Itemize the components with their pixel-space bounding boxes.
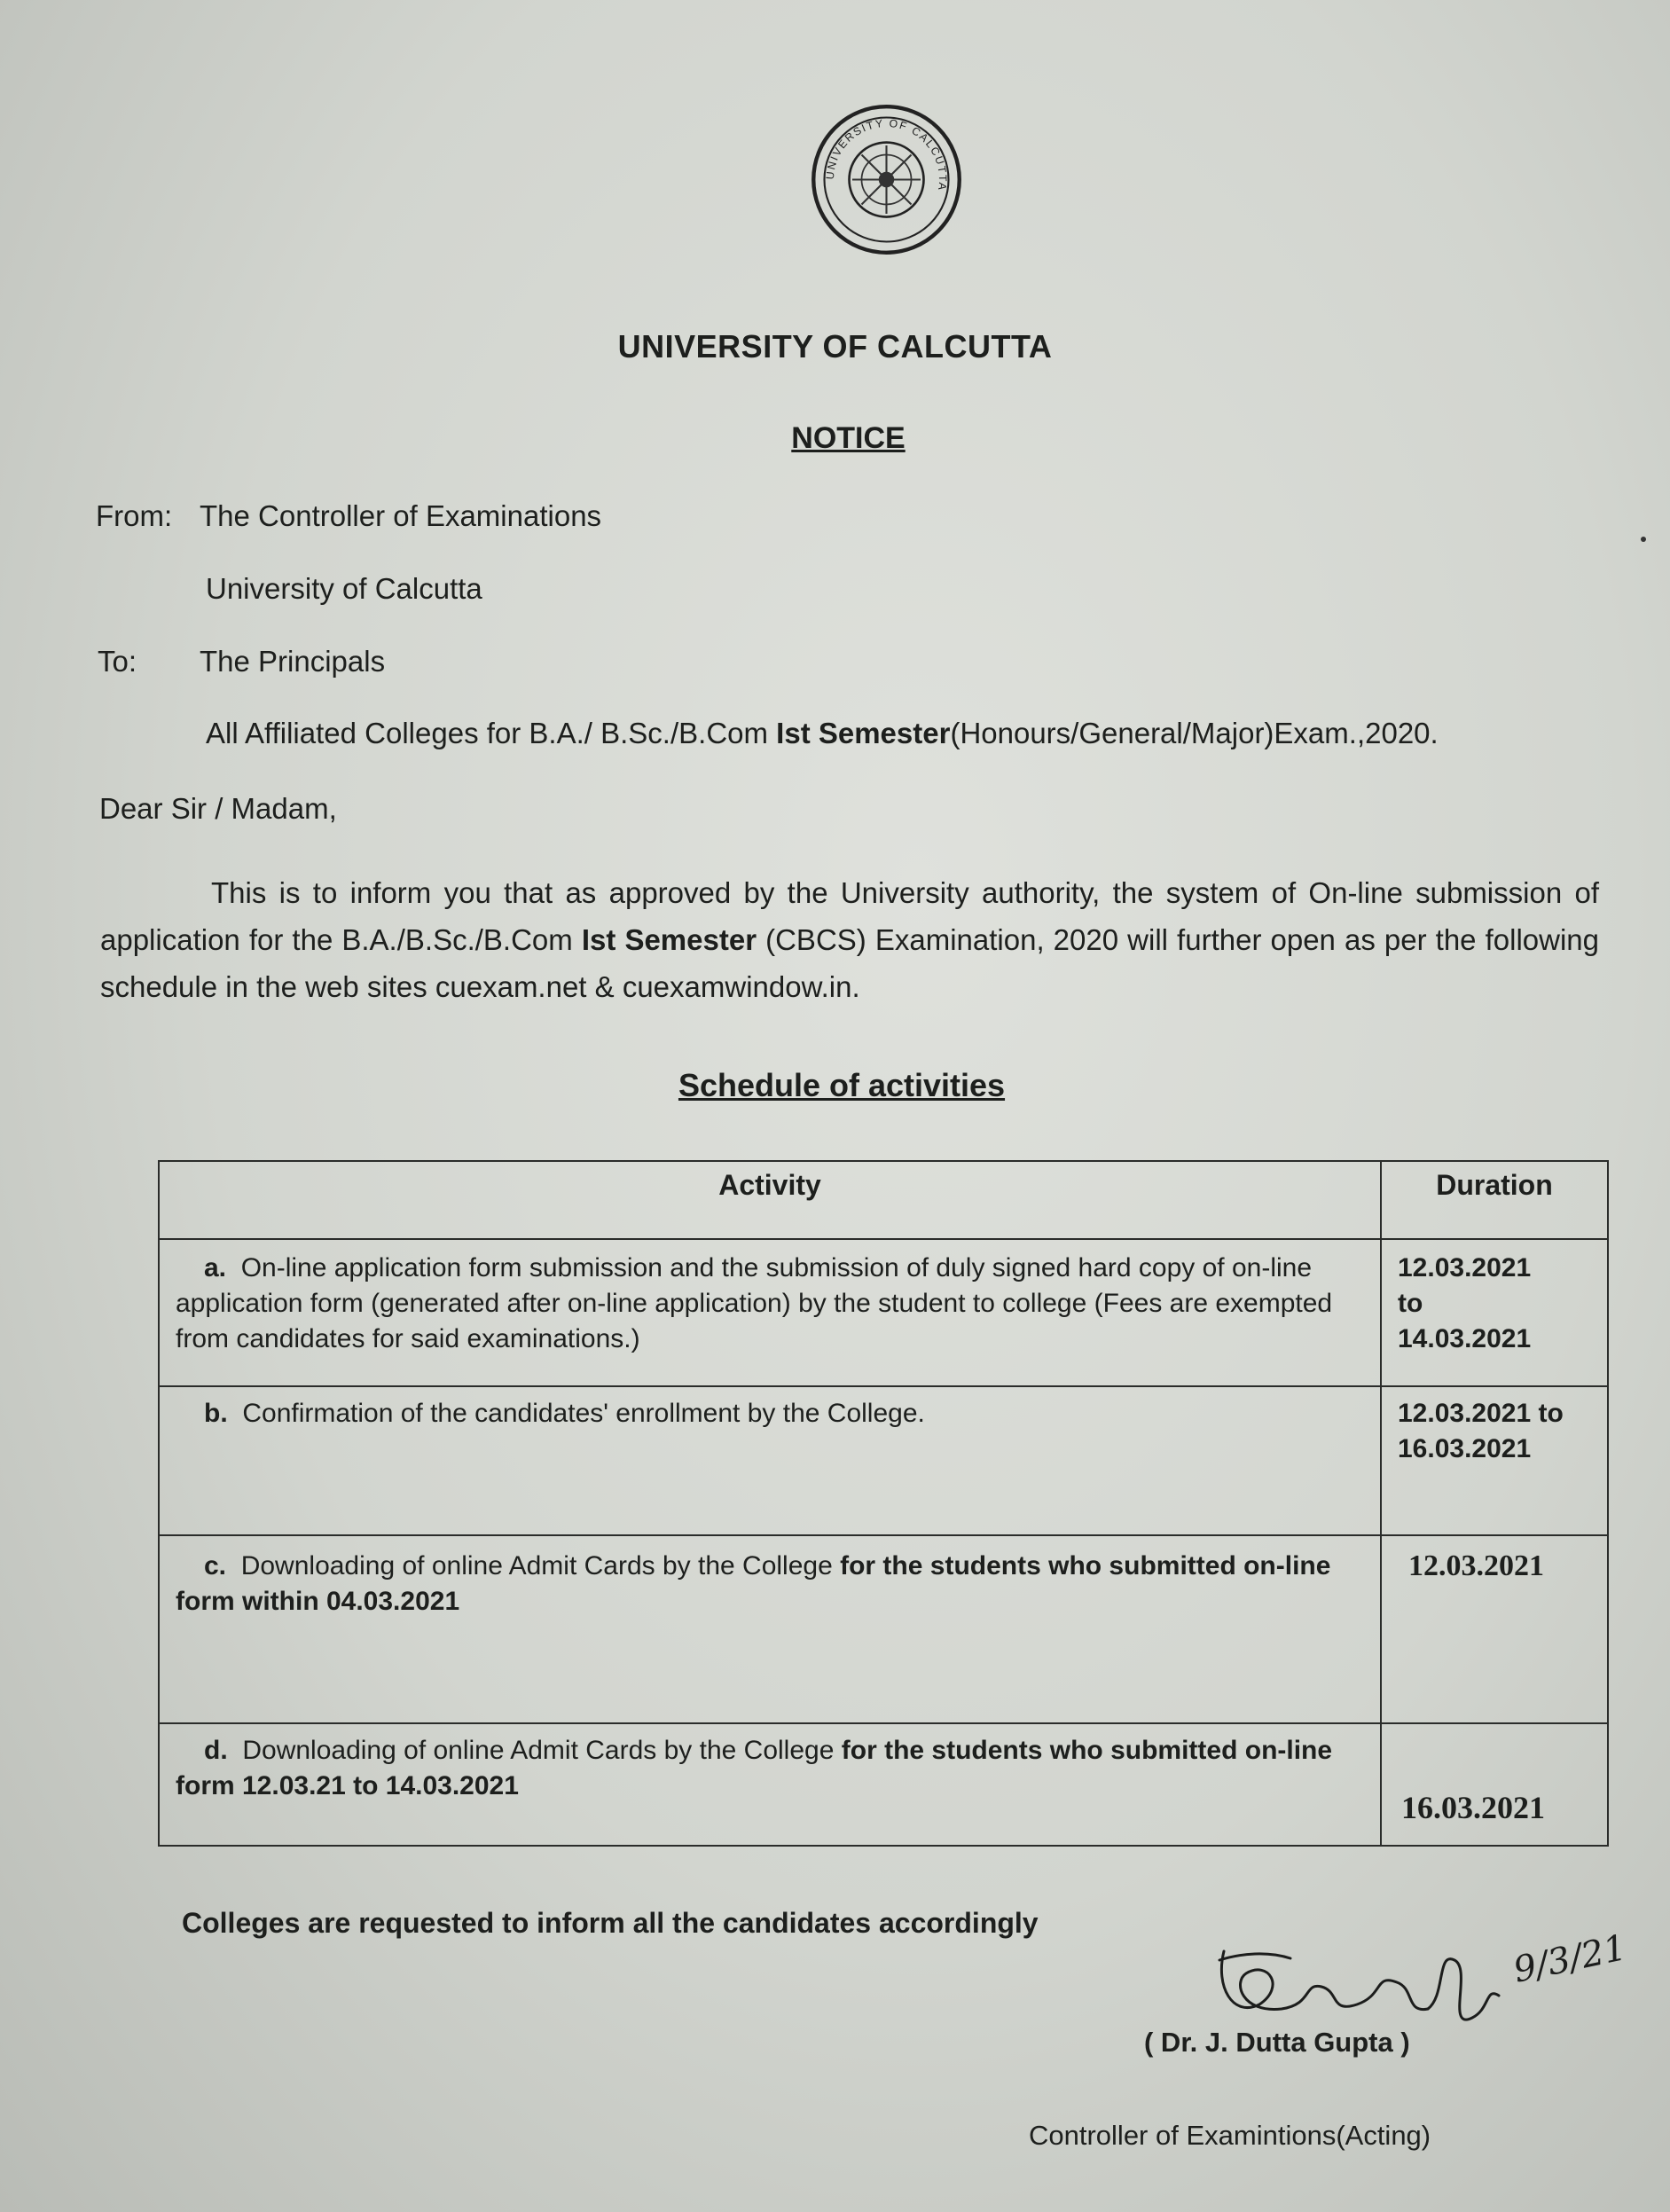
activity-text: On-line application form submission and the submission of duly signed hard copy of on-line application form (generated after on-line application) by the student to college (Fees are exempted from candidates for said examinations.) — [176, 1253, 1333, 1353]
row-letter: a. — [204, 1253, 227, 1282]
to-line-2-bold: Ist Semester — [776, 717, 951, 749]
schedule-table — [158, 1160, 1609, 1847]
signatory-name: ( Dr. J. Dutta Gupta ) — [1144, 2027, 1410, 2058]
from-line-1: The Controller of Examinations — [200, 499, 602, 532]
to-line-2-pre: All Affiliated Colleges for B.A./ B.Sc./B.Com — [206, 717, 777, 749]
table-row — [159, 1723, 1608, 1846]
row-letter: d. — [204, 1736, 228, 1765]
duration-cell: 12.03.2021 to 14.03.2021 — [1381, 1239, 1608, 1386]
activity-bold-text: for the students who submitted on-line form within 04.03.2021 — [176, 1551, 1331, 1616]
row-letter: c. — [204, 1551, 227, 1581]
activity-cell — [159, 1386, 1381, 1535]
table-row — [159, 1386, 1608, 1535]
to-line-2-post: (Honours/General/Major)Exam.,2020. — [950, 717, 1439, 749]
salutation: Dear Sir / Madam, — [99, 792, 337, 825]
activity-cell — [159, 1723, 1381, 1846]
university-title: UNIVERSITY OF CALCUTTA — [617, 328, 1053, 365]
to-label: To: — [98, 645, 137, 678]
activity-column-header: Activity — [159, 1161, 1381, 1239]
footer-note: Colleges are requested to inform all the candidates accordingly — [182, 1907, 1039, 1939]
signatory-title: Controller of Examintions(Acting) — [1029, 2120, 1431, 2151]
duration-cell: 12.03.2021 to 16.03.2021 — [1381, 1386, 1608, 1535]
from-line-2: University of Calcutta — [206, 572, 482, 605]
table-header-row — [159, 1161, 1608, 1239]
body-part-1: This is to inform you that as approved by the University authority, the system of On-line submission of application for the B.A./B.Sc./B.Com — [100, 876, 1599, 956]
notice-heading: NOTICE — [791, 421, 906, 455]
duration-column-header: Duration — [1381, 1161, 1608, 1239]
from-label: From: — [96, 499, 173, 532]
schedule-heading: Schedule of activities — [678, 1067, 1006, 1103]
row-letter: b. — [204, 1399, 228, 1428]
activity-cell — [159, 1535, 1381, 1723]
seal-text: UNIVERSITY OF CALCUTTA — [823, 116, 950, 192]
activity-text: Downloading of online Admit Cards by the College — [242, 1736, 842, 1765]
to-line-2 — [206, 717, 1439, 750]
body-paragraph — [100, 869, 1599, 1010]
body-part-2: (CBCS) Examination, 2020 will further open as per the following schedule in the web sites cuexam.net & cuexamwindow.in. — [100, 923, 1600, 1003]
body-bold: Ist Semester — [581, 923, 757, 956]
activity-text: Downloading of online Admit Cards by the College — [240, 1551, 841, 1581]
table-row — [159, 1535, 1608, 1723]
table-row — [159, 1239, 1608, 1386]
to-line-1: The Principals — [200, 645, 386, 678]
activity-cell — [159, 1239, 1381, 1386]
scan-dot — [1641, 537, 1646, 542]
duration-cell: 12.03.2021 — [1381, 1535, 1608, 1723]
duration-cell: 16.03.2021 — [1381, 1723, 1608, 1846]
signature-date: 9/3/21 — [1509, 1927, 1631, 1991]
activity-text: Confirmation of the candidates' enrollment by the College. — [242, 1399, 925, 1428]
university-seal-icon — [809, 102, 964, 257]
activity-bold-text: for the students who submitted on-line form 12.03.21 to 14.03.2021 — [176, 1736, 1333, 1800]
